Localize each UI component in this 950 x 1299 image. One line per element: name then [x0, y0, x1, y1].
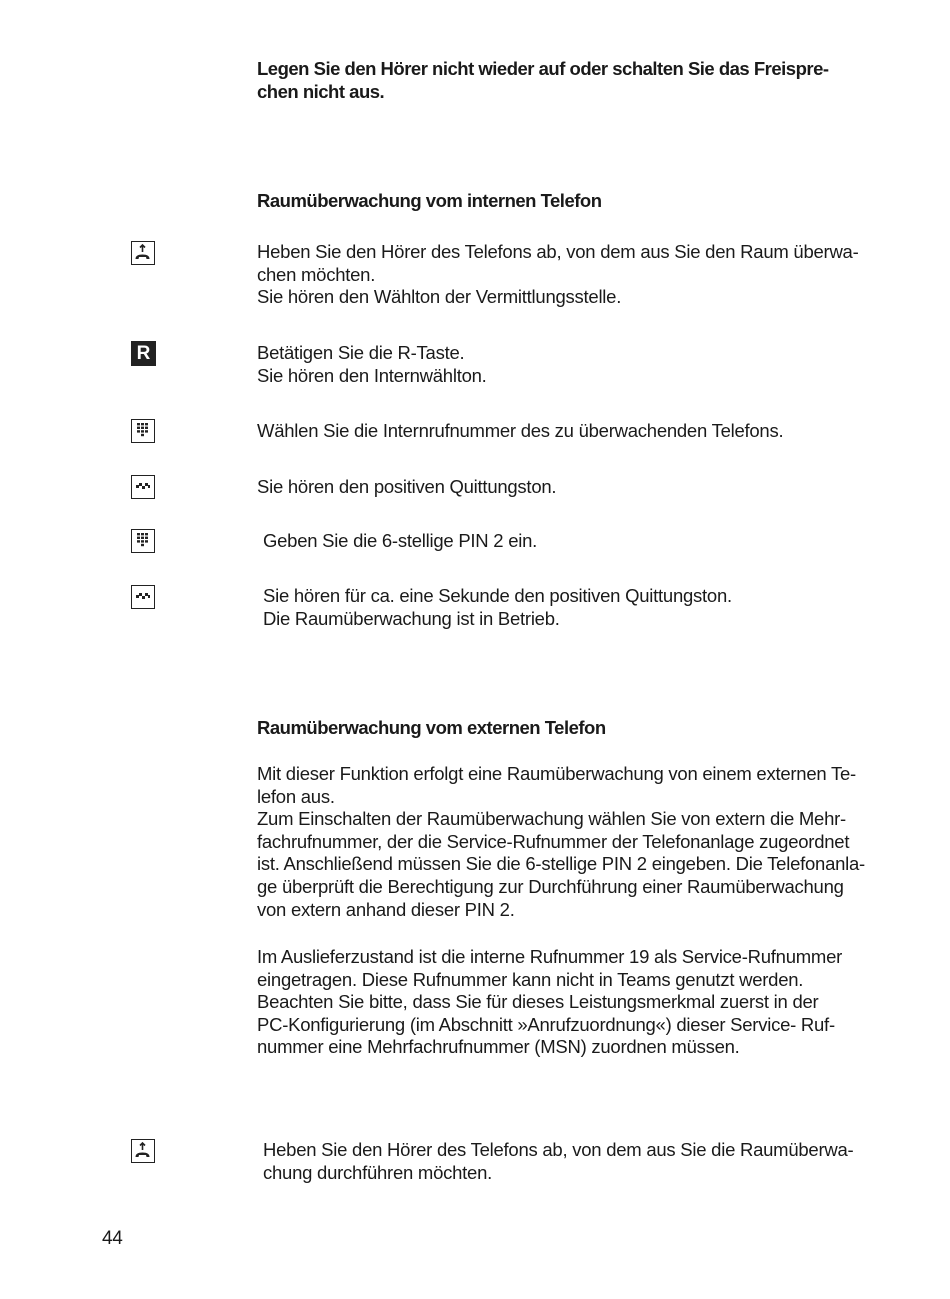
- section-heading-internal: Raumüberwachung vom internen Telefon: [257, 190, 602, 211]
- step-line: Betätigen Sie die R-Taste.: [257, 342, 465, 363]
- step-text: [263, 530, 883, 553]
- step-text: [257, 342, 877, 387]
- step-line: Sie hören den Internwählton.: [257, 364, 487, 386]
- paragraph-line: Mit dieser Funktion erfolgt eine Raumüberwachung von einem externen Te-: [257, 763, 856, 784]
- step-line: Sie hören den Wählton der Vermittlungsstelle.: [257, 286, 622, 308]
- paragraph-line: Beachten Sie bitte, dass Sie für dieses Leistungsmerkmal zuerst in der: [257, 991, 819, 1013]
- positive-tone-icon: [131, 475, 155, 499]
- step-text: [263, 1139, 883, 1184]
- step-text: [257, 241, 877, 309]
- handset-lift-icon: [131, 1139, 155, 1163]
- warning-note: [257, 58, 877, 103]
- step-text: [257, 420, 877, 443]
- step-line: Geben Sie die 6-stellige PIN 2 ein.: [263, 530, 538, 551]
- positive-tone-icon: [131, 585, 155, 609]
- paragraph-line: nummer eine Mehrfachrufnummer (MSN) zuordnen müssen.: [257, 1036, 740, 1058]
- step-line: Sie hören für ca. eine Sekunde den positiven Quittungston.: [263, 585, 732, 606]
- paragraph-line: von extern anhand dieser PIN 2.: [257, 898, 515, 920]
- paragraph-line: Zum Einschalten der Raumüberwachung wählen Sie von extern die Mehr-: [257, 808, 846, 830]
- step-line: Wählen Sie die Internrufnummer des zu überwachenden Telefons.: [257, 420, 784, 441]
- body-paragraph: [257, 763, 877, 921]
- handset-lift-icon: [131, 241, 155, 265]
- paragraph-line: ist. Anschließend müssen Sie die 6-stellige PIN 2 eingeben. Die Telefonanla-: [257, 853, 865, 875]
- keypad-icon: [131, 529, 155, 553]
- paragraph-line: Im Auslieferzustand ist die interne Rufnummer 19 als Service-Rufnummer: [257, 946, 843, 967]
- warning-line: chen nicht aus.: [257, 80, 385, 102]
- step-line: Heben Sie den Hörer des Telefons ab, von dem aus Sie die Raumüberwa-: [263, 1139, 854, 1160]
- section-heading-external: Raumüberwachung vom externen Telefon: [257, 717, 606, 738]
- step-line: chung durchführen möchten.: [263, 1161, 493, 1183]
- paragraph-line: PC-Konfigurierung (im Abschnitt »Anrufzuordnung«) dieser Service- Ruf-: [257, 1013, 835, 1035]
- keypad-icon: [131, 419, 155, 443]
- paragraph-line: ge überprüft die Berechtigung zur Durchführung einer Raumüberwachung: [257, 875, 844, 897]
- step-line: Die Raumüberwachung ist in Betrieb.: [263, 607, 560, 629]
- step-text: [257, 476, 877, 499]
- paragraph-line: lefon aus.: [257, 785, 335, 807]
- step-line: Heben Sie den Hörer des Telefons ab, von dem aus Sie den Raum überwa-: [257, 241, 859, 262]
- step-line: chen möchten.: [257, 263, 376, 285]
- r-key-icon: R: [131, 341, 156, 366]
- step-line: Sie hören den positiven Quittungston.: [257, 476, 557, 497]
- step-text: [263, 585, 883, 630]
- paragraph-line: fachrufnummer, der die Service-Rufnummer der Telefonanlage zugeordnet: [257, 830, 850, 852]
- warning-line: Legen Sie den Hörer nicht wieder auf oder schalten Sie das Freispre-: [257, 58, 829, 79]
- body-paragraph: [257, 946, 877, 1059]
- paragraph-line: eingetragen. Diese Rufnummer kann nicht in Teams genutzt werden.: [257, 968, 804, 990]
- page-number: 44: [102, 1228, 123, 1249]
